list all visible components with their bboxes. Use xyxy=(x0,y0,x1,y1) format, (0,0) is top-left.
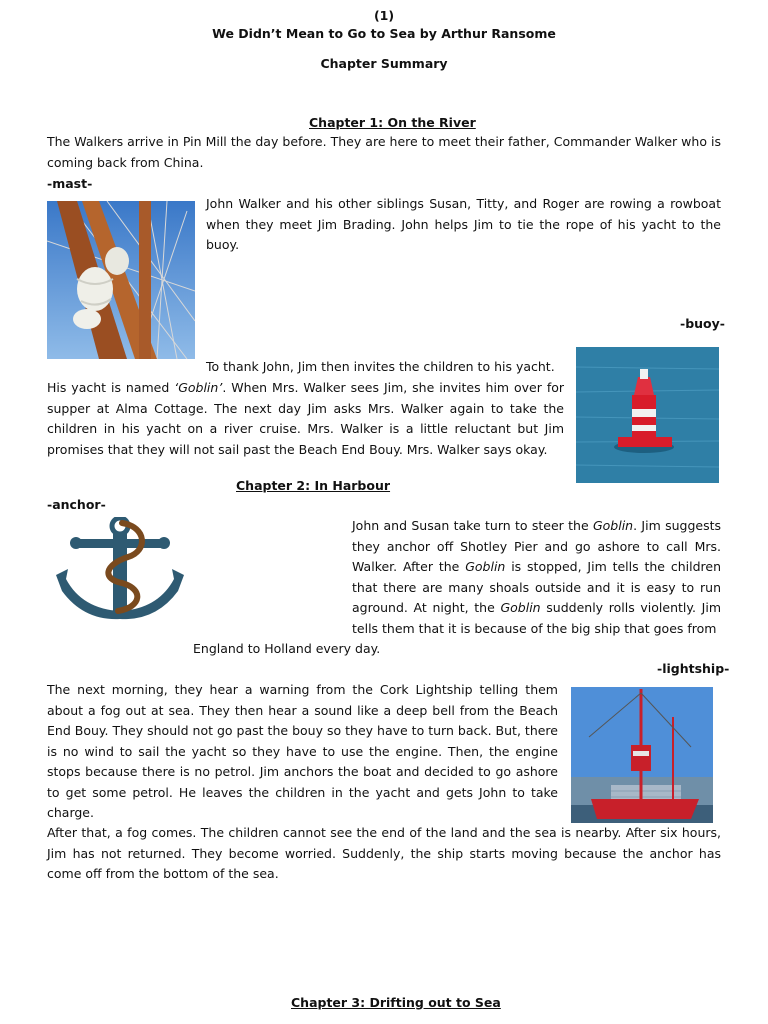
morning-paragraph: The next morning, they hear a warning from the Cork Lightship telling them about a fog out at sea. They then hear a sound like a deep bell from the Beach End Bouy. They should not go past the bouy so they have to turn back. But, there is no wind to sail the yacht so they have to use the engine. Then, the engine stops because there is no petrol. Jim anchors the boat and decided to go ashore to get some petrol. He leaves the children in the yacht and gets John to take charge. xyxy=(47,682,558,820)
lightship-label: -lightship- xyxy=(657,661,730,676)
lightship-photo xyxy=(571,687,713,823)
anchor-illustration xyxy=(52,517,188,621)
rowing-paragraph: John Walker and his other siblings Susan, Titty, and Roger are rowing a rowboat when they meet Jim Brading. John helps Jim to tie the rope of his yacht to the buoy. xyxy=(206,196,721,252)
page-number: (1) xyxy=(373,8,395,23)
thanks-text-2: . When Mrs. Walker sees Jim, she invites him over for supper at Alma Cottage. The next day Jim asks Mrs. Walker again to take the children in his yacht on a river cruise. Mrs. Walker is a little reluctant but Jim promises that they will not sail past the Beach End Bouy. Mrs. Walker says okay. xyxy=(47,380,565,457)
chapter-1-intro: The Walkers arrive in Pin Mill the day before. They are here to meet their father, Commander Walker who is coming back from China. xyxy=(47,134,721,170)
steer-text-2: . Jim suggests they anchor off Shotley Pier and go ashore to call Mrs. Walker. After the xyxy=(352,518,721,574)
buoy-label: -buoy- xyxy=(680,316,725,331)
chapter-1-heading: Chapter 1: On the River xyxy=(309,115,476,130)
goblin-2: Goblin xyxy=(465,559,506,574)
steer-text-4: suddenly rolls violently. Jim tells them that it is because of the big ship that goes from xyxy=(352,600,721,636)
steering-paragraph-end: England to Holland every day. xyxy=(193,641,381,656)
yacht-name: ‘Goblin’ xyxy=(174,380,223,395)
mast-photo xyxy=(47,201,195,359)
document-title: We Didn’t Mean to Go to Sea by Arthur Ransome xyxy=(212,26,556,41)
steer-text-3: is stopped, Jim tells the children that there are many shoals outside and it is easy to run aground. At night, the xyxy=(352,559,721,615)
chapter-3-heading: Chapter 3: Drifting out to Sea xyxy=(291,995,501,1010)
fog-paragraph: After that, a fog comes. The children cannot see the end of the land and the sea is nearby. After six hours, Jim has not returned. They become worried. Suddenly, the ship starts moving because the anchor has come off from the bottom of the sea. xyxy=(47,825,721,881)
buoy-photo xyxy=(576,347,719,483)
goblin-3: Goblin xyxy=(500,600,541,615)
thanks-paragraph-start: To thank John, Jim then invites the children to his yacht. xyxy=(206,359,555,374)
steering-paragraph xyxy=(352,516,721,639)
thanks-text-1: His yacht is named xyxy=(47,380,175,395)
mast-label: -mast- xyxy=(47,176,93,191)
goblin-1: Goblin xyxy=(592,518,634,533)
chapter-2-heading: Chapter 2: In Harbour xyxy=(236,478,391,493)
anchor-label: -anchor- xyxy=(47,497,106,512)
steer-text-1: John and Susan take turn to steer the xyxy=(352,518,593,533)
document-subtitle: Chapter Summary xyxy=(320,56,448,71)
thanks-paragraph xyxy=(47,378,564,460)
